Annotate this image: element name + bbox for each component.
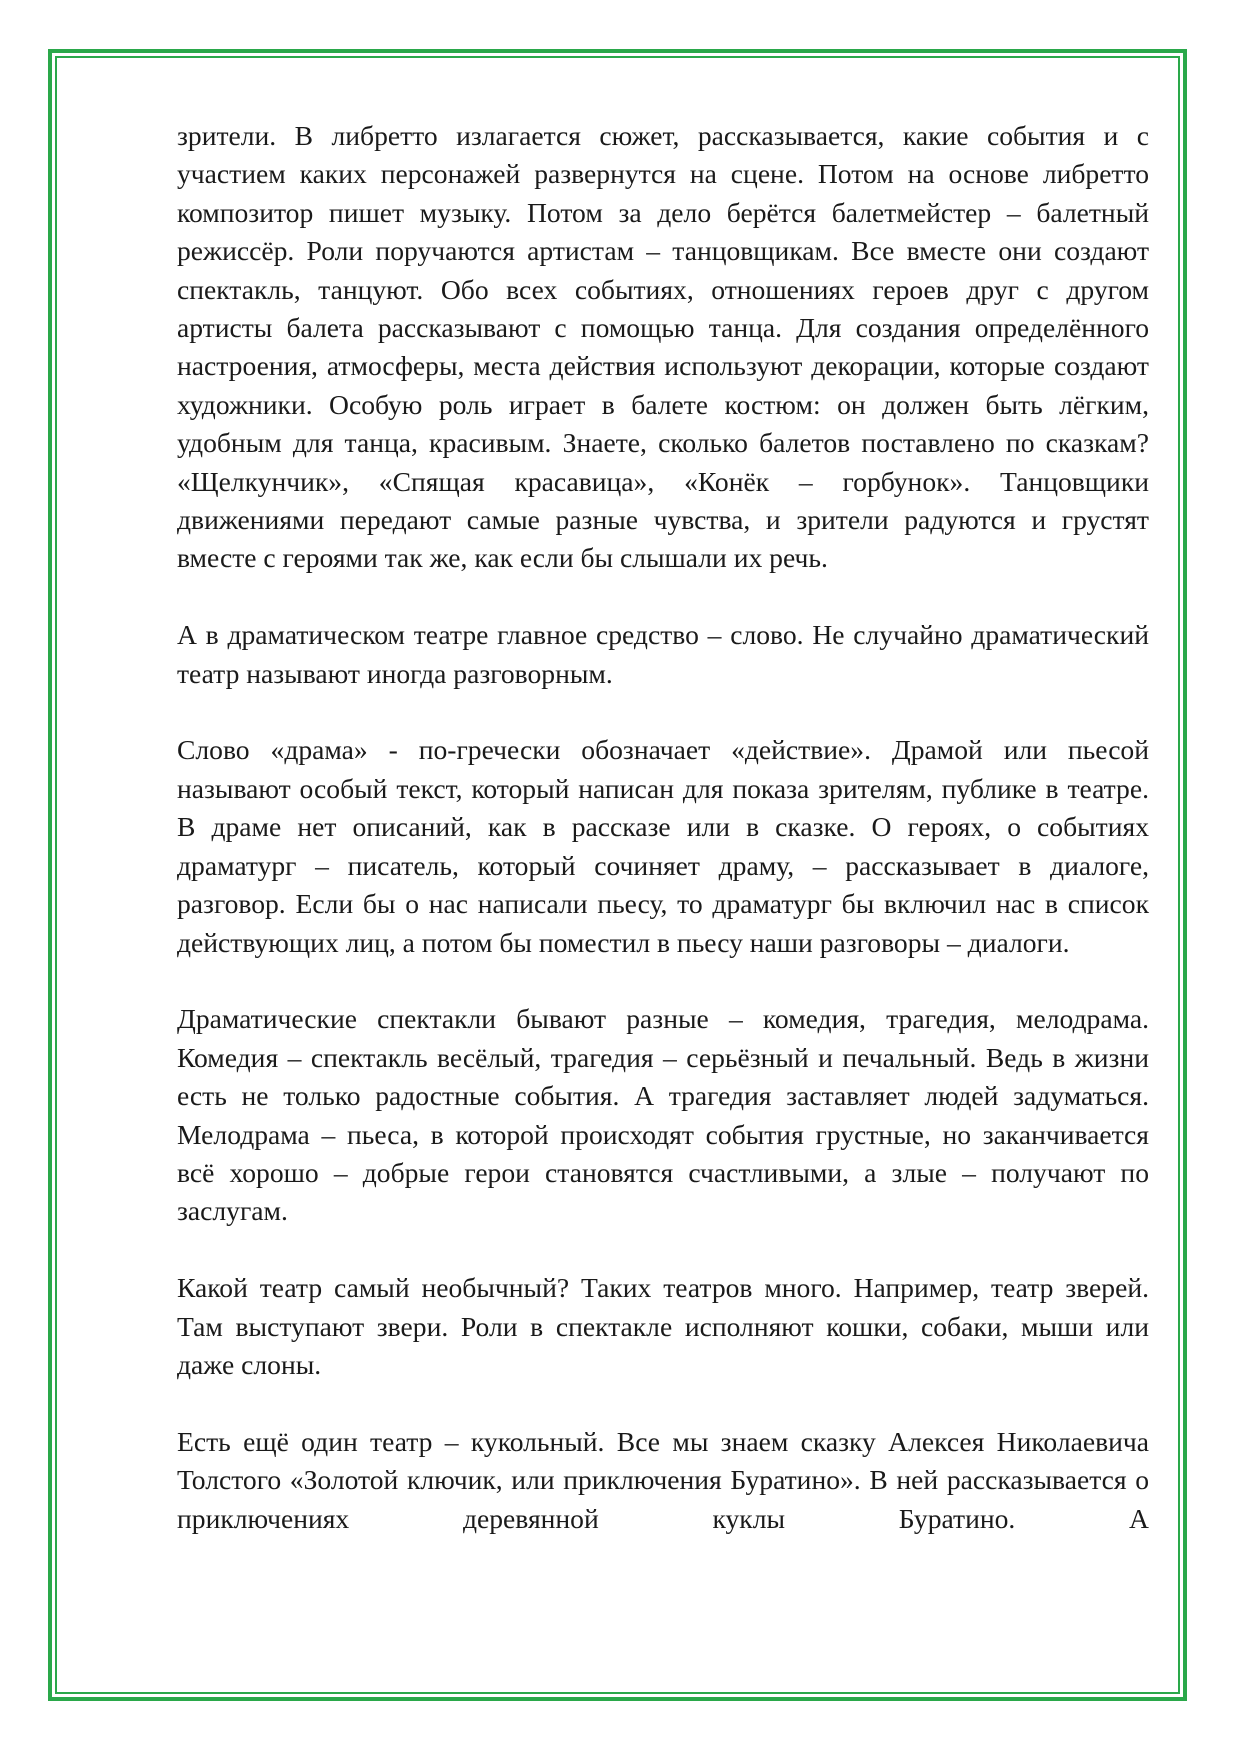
paragraph-animal-theatre: Какой театр самый необычный? Таких театров много. Например, театр зверей. Там выступают звери. Роли в спектакле исполняют кошки, собаки, мыши или даже слоны. [177, 1272, 1149, 1380]
paragraph-drama-genres: Драматические спектакли бывают разные – комедия, трагедия, мелодрама. Комедия – спектакль весёлый, трагедия – серьёзный и печальный. Ведь в жизни есть не только радостные события. А трагедия заставляет людей задуматься. Мелодрама – пьеса, в которой происходят события грустные, но заканчивается всё хорошо – добрые герои становятся счастливыми, а злые – получают по заслугам. [177, 1003, 1149, 1227]
paragraph-word-drama: Слово «драма» - по-гречески обозначает «действие». Драмой или пьесой называют особый текст, который написан для показа зрителям, публике в театре. В драме нет описаний, как в рассказе или в сказке. О героях, о событиях драматург – писатель, который сочиняет драму, – рассказывает в диалоге, разговор. Если бы о нас написали пьесу, то драматург бы включил нас в список действующих лиц, а потом бы поместил в пьесу наши разговоры – диалоги. [177, 734, 1149, 958]
paragraph-puppet-theatre: Есть ещё один театр – кукольный. Все мы знаем сказку Алексея Николаевича Толстого «Золотой ключик, или приключения Буратино». В ней рассказывается о приключениях деревянной куклы Буратино. А [177, 1425, 1149, 1534]
paragraph-ballet: зрители. В либретто излагается сюжет, рассказывается, какие события и с участием каких персонажей развернутся на сцене. Потом на основе либретто композитор пишет музыку. Потом за дело берётся балетмейстер – балетный режиссёр. Роли поручаются артистам – танцовщикам. Все вместе они создают спектакль, танцуют. Обо всех событиях, отношениях героев друг с другом артисты балета рассказывают с помощью танца. Для создания определённого настроения, атмосферы, места действия используют декорации, которые создают художники. Особую роль играет в балете костюм: он должен быть лёгким, удобным для танца, красивым. Знаете, сколько балетов поставлено по сказкам? «Щелкунчик», «Спящая красавица», «Конёк – горбунок». Танцовщики движениями передают самые разные чувства, и зрители радуются и грустят вместе с героями так же, как если бы слышали их речь. [177, 120, 1149, 574]
paragraph-drama-theatre: А в драматическом театре главное средство – слово. Не случайно драматический театр называют иногда разговорным. [177, 619, 1149, 689]
document-body [177, 117, 1149, 1538]
